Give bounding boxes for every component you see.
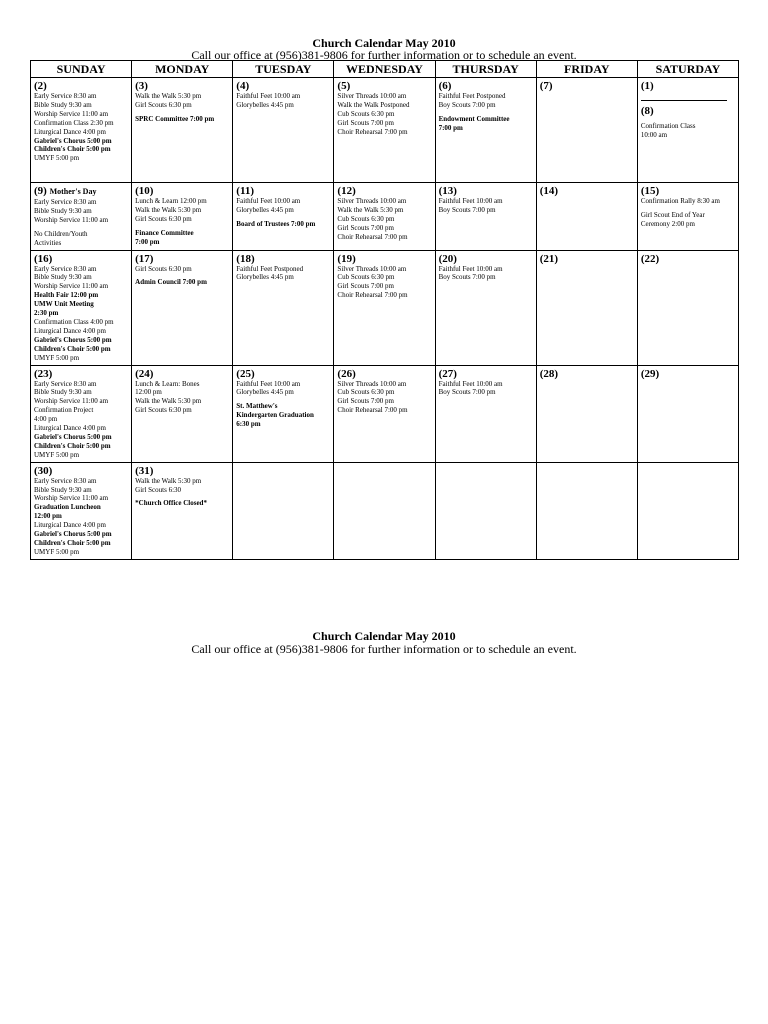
day-number: (20) [438,252,457,265]
week-row [31,250,739,365]
event-item: Bible Study 9:30 am [34,100,92,109]
day-number: (24) [135,367,154,380]
footer-title: Church Calendar May 2010 [312,629,456,643]
event-item: 7:00 pm [438,123,463,132]
event-item: Confirmation Rally 8:30 am [640,197,720,205]
day-number: (4) [236,80,250,92]
day-cell[interactable] [233,78,334,183]
event-item: Walk the Walk 5:30 pm [337,205,404,214]
event-item: 2:30 pm [34,309,59,318]
event-item: Girl Scouts 6:30 pm [135,406,192,415]
weekday-header: WEDNESDAY [334,61,435,78]
day-number: (9) Mother's Day [34,185,97,197]
event-item: 4:00 pm [34,415,58,424]
day-number: (5) [337,80,351,92]
event-item: Glorybelles 4:45 pm [236,273,294,282]
day-cell[interactable] [132,183,233,251]
event-item: Liturgical Dance 4:00 pm [34,326,106,335]
day-number: (14) [539,185,559,197]
event-item: Early Service 8:30 am [34,198,97,206]
event-item: Early Service 8:30 am [34,92,97,100]
footer-subtitle: Call our office at (956)381-9806 for further information or to schedule an event. [191,642,577,656]
day-cell[interactable] [536,365,637,462]
day-number: (12) [337,185,356,197]
day-cell[interactable] [536,78,637,183]
event-item: Cub Scouts 6:30 pm [337,109,395,118]
day-cell[interactable] [233,462,334,559]
day-number: (10) [135,185,154,197]
event-item: Girl Scouts 7:00 pm [337,118,395,127]
event-item: Bible Study 9:30 am [34,388,92,397]
event-item: Girl Scouts 6:30 [135,485,182,494]
event-item: Graduation Luncheon [34,503,101,512]
event-item: Faithful Feet 10:00 am [438,264,503,273]
event-item: Liturgical Dance 4:00 pm [34,521,106,530]
day-cell[interactable] [637,365,738,462]
day-number: (23) [34,367,53,380]
event-item: Children's Choir 5:00 pm [34,441,111,450]
event-item: Girl Scouts 7:00 pm [337,223,395,232]
event-item: 12:00 pm [135,388,162,397]
event-item: Bible Study 9:30 am [34,273,92,282]
day-cell[interactable] [233,250,334,365]
event-item: Worship Service 11:00 am [34,109,109,118]
event-item: Girl Scout End of Year [640,210,705,219]
day-cell[interactable] [536,462,637,559]
event-item: Lunch & Learn 12:00 pm [135,197,207,205]
event-item: Gabriel's Chorus 5:00 pm [34,530,112,539]
day-number: (17) [135,252,154,265]
event-item: Liturgical Dance 4:00 pm [34,424,106,433]
event-item: Confirmation Class 2:30 pm [34,118,114,127]
day-cell[interactable] [132,365,233,462]
event-item: Glorybelles 4:45 pm [236,205,294,214]
day-note: Mother's Day [49,187,97,196]
event-item: St. Matthew's [236,402,278,411]
event-item: Faithful Feet 10:00 am [438,197,503,205]
day-cell[interactable] [435,78,536,183]
event-item: Children's Choir 5:00 pm [34,344,111,353]
day-number: (19) [337,252,356,265]
day-number: (6) [438,80,452,92]
event-item: UMYF 5:00 pm [34,450,80,459]
event-item: Silver Threads 10:00 am [337,379,407,388]
week-row [31,78,739,183]
day-number: (18) [236,252,255,265]
event-item: Faithful Feet 10:00 am [438,379,503,388]
event-item: Walk the Walk 5:30 pm [135,205,202,214]
day-cell[interactable] [233,183,334,251]
event-item: Girl Scouts 7:00 pm [337,397,395,406]
event-item: Boy Scouts 7:00 pm [438,205,496,214]
event-item: Glorybelles 4:45 pm [236,388,294,397]
event-item: Silver Threads 10:00 am [337,264,407,273]
event-item: Cub Scouts 6:30 pm [337,388,395,397]
event-item: 12:00 pm [34,512,62,521]
event-item: Cub Scouts 6:30 pm [337,273,395,282]
week-row [31,365,739,462]
day-cell[interactable] [334,250,435,365]
day-cell[interactable] [435,250,536,365]
event-item: Choir Rehearsal 7:00 pm [337,291,408,300]
day-cell[interactable] [31,462,132,559]
event-item: Endowment Committee [438,114,510,123]
day-number: (8) [640,105,654,117]
page-subtitle: Call our office at (956)381-9806 for further information or to schedule an event. [191,48,577,62]
day-number: (29) [640,367,660,380]
event-item: Faithful Feet Postponed [438,92,506,100]
divider-line [641,100,727,101]
day-number: (15) [640,185,660,197]
weekday-header: SUNDAY [31,61,132,78]
day-cell[interactable] [233,365,334,462]
event-item: Board of Trustees 7:00 pm [236,219,316,228]
event-item: Walk the Walk Postponed [337,100,410,109]
day-cell[interactable] [435,462,536,559]
event-item: Faithful Feet 10:00 am [236,197,301,205]
event-item: Confirmation Class [640,122,696,130]
day-cell[interactable] [435,365,536,462]
weekday-header: SATURDAY [637,61,738,78]
weekday-header-row [31,61,739,78]
day-number: (31) [135,464,154,477]
event-item: Confirmation Project [34,406,94,415]
event-item: Faithful Feet Postponed [236,264,304,273]
event-item: *Church Office Closed* [135,499,207,508]
day-number: (21) [539,252,559,265]
event-item: Boy Scouts 7:00 pm [438,273,496,282]
event-item: Confirmation Class 4:00 pm [34,317,114,326]
event-item: Glorybelles 4:45 pm [236,100,294,109]
event-item: Admin Council 7:00 pm [135,278,207,287]
day-number: (11) [236,185,255,197]
event-item: Silver Threads 10:00 am [337,197,407,205]
event-item: No Children/Youth [34,229,88,238]
event-item: Choir Rehearsal 7:00 pm [337,406,408,415]
event-item: UMW Unit Meeting [34,300,94,309]
day-cell[interactable] [435,183,536,251]
day-cell[interactable] [637,78,738,183]
event-item: Boy Scouts 7:00 pm [438,388,496,397]
weekday-header: MONDAY [132,61,233,78]
event-item: Choir Rehearsal 7:00 pm [337,232,408,241]
event-item: Gabriel's Chorus 5:00 pm [34,136,112,145]
event-item: Silver Threads 10:00 am [337,92,407,100]
event-item: Children's Choir 5:00 pm [34,145,111,154]
day-number: (25) [236,367,255,380]
day-number: (27) [438,367,457,380]
event-item: Worship Service 11:00 am [34,397,109,406]
page-title: Church Calendar May 2010 [312,36,456,50]
week-row [31,462,739,559]
event-item: Girl Scouts 7:00 pm [337,282,395,291]
day-number: (2) [34,80,47,92]
event-item: Girl Scouts 6:30 pm [135,214,192,223]
day-cell[interactable] [334,365,435,462]
event-item: Lunch & Learn: Bones [135,379,200,388]
event-item: Choir Rehearsal 7:00 pm [337,127,408,136]
day-cell[interactable] [31,78,132,183]
event-item: Cub Scouts 6:30 pm [337,214,395,223]
day-cell[interactable] [334,462,435,559]
event-item: Ceremony 2:00 pm [640,219,695,228]
week-row [31,183,739,251]
day-cell[interactable] [334,183,435,251]
event-item: Bible Study 9:30 am [34,206,92,215]
event-item: Bible Study 9:30 am [34,485,92,494]
event-item: Kindergarten Graduation [236,411,314,420]
day-cell[interactable] [132,462,233,559]
event-item: Finance Committee [135,228,194,237]
event-item: Early Service 8:30 am [34,264,97,273]
event-item: Health Fair 12:00 pm [34,291,99,300]
event-item: Boy Scouts 7:00 pm [438,100,496,109]
weekday-header: FRIDAY [536,61,637,78]
day-number: (3) [135,80,148,92]
event-item: Activities [34,238,62,247]
event-item: SPRC Committee 7:00 pm [135,114,215,123]
calendar-table [30,60,739,560]
day-cell[interactable] [31,365,132,462]
day-number: (28) [539,367,559,380]
weekday-header: THURSDAY [435,61,536,78]
event-item: Girl Scouts 6:30 pm [135,100,192,109]
event-item: 10:00 am [640,130,668,139]
day-cell[interactable] [536,250,637,365]
day-number: (30) [34,464,53,477]
day-cell[interactable] [132,250,233,365]
day-cell[interactable] [637,250,738,365]
day-cell[interactable] [31,183,132,251]
weekday-header: TUESDAY [233,61,334,78]
event-item: Faithful Feet 10:00 am [236,379,301,388]
day-cell[interactable] [334,78,435,183]
event-item: Worship Service 11:00 am [34,282,109,291]
event-item: UMYF 5:00 pm [34,353,80,362]
event-item: Worship Service 11:00 am [34,215,109,224]
event-item: Liturgical Dance 4:00 pm [34,127,106,136]
day-cell[interactable] [132,78,233,183]
event-item: Walk the Walk 5:30 pm [135,476,202,485]
event-item: Faithful Feet 10:00 am [236,92,301,100]
day-cell[interactable] [637,462,738,559]
day-number: (26) [337,367,356,380]
day-number: (13) [438,185,457,197]
event-item: Children's Choir 5:00 pm [34,539,111,547]
day-number: (7) [539,80,553,92]
day-cell[interactable] [31,250,132,365]
event-item: UMYF 5:00 pm [34,154,80,163]
day-cell[interactable] [536,183,637,251]
event-item: Walk the Walk 5:30 pm [135,397,202,406]
event-item: 7:00 pm [135,237,160,246]
event-item: Girl Scouts 6:30 pm [135,264,192,273]
day-number: (22) [640,252,660,265]
event-item: Early Service 8:30 am [34,379,97,388]
day-cell[interactable] [637,183,738,251]
event-item: Worship Service 11:00 am [34,494,109,503]
event-item: Early Service 8:30 am [34,476,97,485]
event-item: UMYF 5:00 pm [34,547,80,556]
event-item: 6:30 pm [236,420,261,429]
day-number: (1) [640,80,654,92]
event-item: Gabriel's Chorus 5:00 pm [34,432,112,441]
event-item: Walk the Walk 5:30 pm [135,92,202,100]
event-item: Gabriel's Chorus 5:00 pm [34,335,112,344]
day-number: (16) [34,252,53,265]
